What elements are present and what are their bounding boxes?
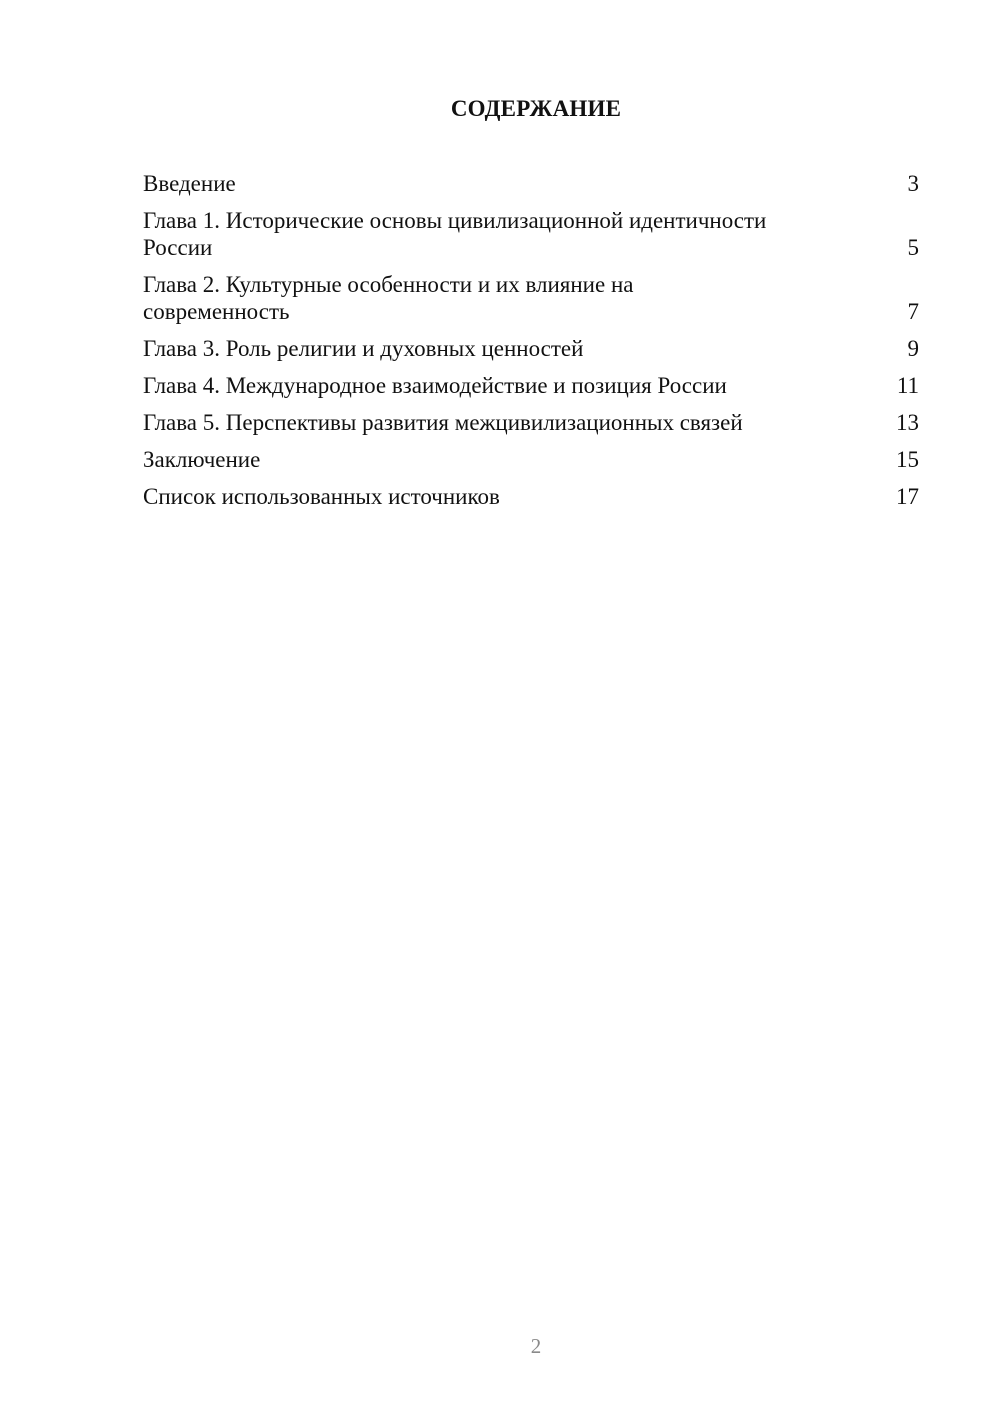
toc-entry-chapter-5 [143, 409, 919, 436]
toc-entry-chapter-1 [143, 207, 919, 261]
toc-entry-text: Глава 3. Роль религии и духовных ценностей [143, 336, 584, 361]
toc-entry-text: Глава 4. Международное взаимодействие и позиция России [143, 373, 727, 398]
toc-entry-chapter-3 [143, 335, 919, 362]
toc-entry-page: 9 [907, 336, 919, 361]
toc-entry-text: Глава 1. Исторические основы цивилизационной идентичности России [143, 208, 767, 260]
page-number: 2 [530, 1334, 542, 1358]
toc-entry-page: 15 [896, 447, 919, 472]
toc-entry-text: Список использованных источников [143, 484, 500, 509]
toc-entry-references [143, 483, 919, 510]
toc-entry-page: 3 [907, 171, 919, 196]
toc-entry-text: Введение [143, 171, 236, 196]
table-of-contents [143, 170, 919, 520]
toc-entry-page: 5 [907, 235, 919, 260]
toc-entry-conclusion [143, 446, 919, 473]
toc-entry-page: 11 [896, 373, 919, 398]
toc-entry-page: 13 [896, 410, 919, 435]
toc-entry-page: 17 [896, 484, 919, 509]
toc-entry-text: Заключение [143, 447, 261, 472]
toc-entry-introduction [143, 170, 919, 197]
toc-entry-text: Глава 2. Культурные особенности и их влияние на современность [143, 272, 634, 324]
toc-entry-chapter-2 [143, 271, 919, 325]
toc-entry-chapter-4 [143, 372, 919, 399]
toc-title: СОДЕРЖАНИЕ [450, 96, 622, 121]
toc-entry-text: Глава 5. Перспективы развития межцивилизационных связей [143, 410, 743, 435]
toc-entry-page: 7 [907, 299, 919, 324]
